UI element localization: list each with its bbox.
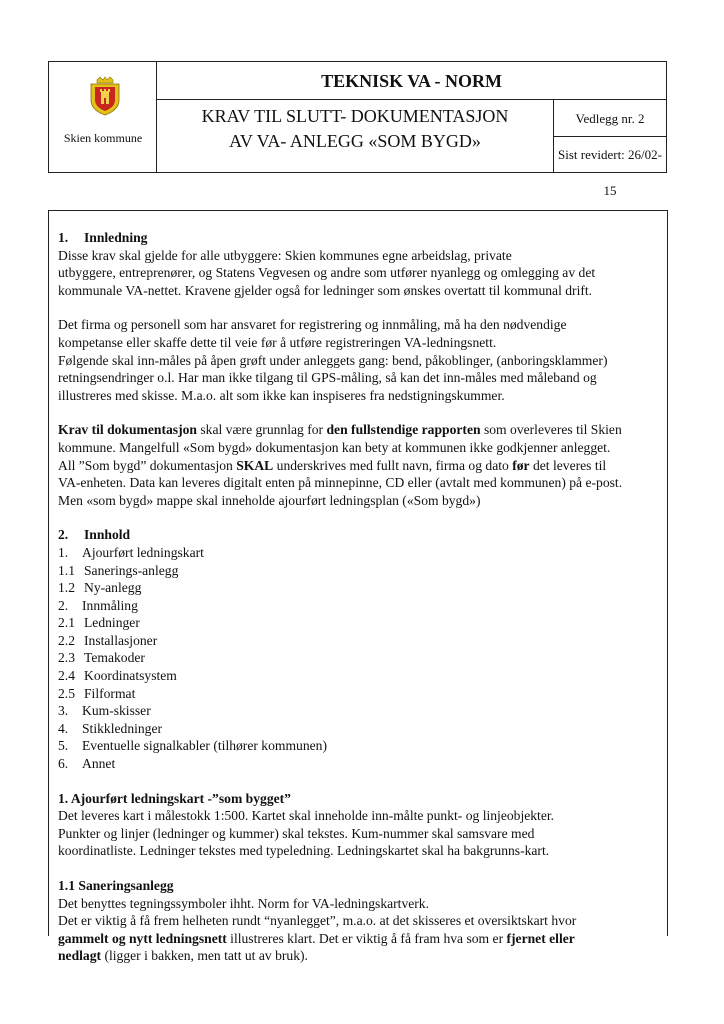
document-title [157,100,554,172]
logo-cell [49,62,157,172]
paragraph-line: Det leveres kart i målestokk 1:500. Kartet skal inneholde inn-målte punkt- og linjeobjekter. [58,808,555,824]
paragraph-line: Punkter og linjer (ledninger og kummer) skal tekstes. Kum-nummer skal samsvare med [58,825,535,841]
paragraph-line: gammelt og nytt ledningsnett illustreres klart. Det er viktig å få fram hva som er fjernet eller [58,930,575,946]
section-heading-ajourfort: 1. Ajourført ledningskart -”som bygget” [58,790,291,806]
paragraph-line: Krav til dokumentasjon skal være grunnlag for den fullstendige rapporten som overleveres til Skien [58,422,622,438]
toc-subitem: 2.4 Koordinatsystem [58,668,177,684]
document-header [48,61,667,198]
paragraph-line: Men «som bygd» mappe skal inneholde ajourført ledningsplan («Som bygd») [58,492,481,508]
coat-of-arms-icon [89,76,121,116]
paragraph-line: Det benyttes tegningssymboler ihht. Norm for VA-ledningskartverk. [58,895,429,911]
toc-item: 3. Kum-skisser [58,703,151,719]
paragraph-line: utbyggere, entreprenører, og Statens Vegvesen og andre som utfører nyanlegg og omlegging av det [58,265,596,281]
paragraph-line: kompetanse eller skaffe dette til veie før å utføre registreringen VA-ledningsnett. [58,334,497,350]
toc-subitem: 1.2 Ny-anlegg [58,580,142,596]
document-title-line-2: AV VA- ANLEGG «SOM BYGD» [229,131,481,151]
document-title-line-1: KRAV TIL SLUTT- DOKUMENTASJON [201,106,509,126]
paragraph-line: Det firma og personell som har ansvaret for registrering og innmåling, må ha den nødvendige [58,317,567,333]
toc-item: 5. Eventuelle signalkabler (tilhører kommunen) [58,738,327,754]
section-heading-sanering: 1.1 Saneringsanlegg [58,878,174,893]
toc-subitem: 2.1 Ledninger [58,615,140,631]
paragraph-line: illustreres med skisse. M.a.o. alt som ikke kan inspiseres fra nedstigningskummer. [58,387,505,403]
paragraph-line: Disse krav skal gjelde for alle utbyggere: Skien kommunes egne arbeidslag, private [58,247,512,263]
toc-subitem: 2.5 Filformat [58,685,136,701]
paragraph-line: kommunale VA-nettet. Kravene gjelder også for ledninger som ønskes overtatt til kommunal drift. [58,282,593,298]
last-revised-date: Sist revidert: 26/02-15 [558,147,662,198]
toc-item: 4. Stikkledninger [58,720,163,736]
toc-subitem: 2.2 Installasjoner [58,632,158,648]
norm-title: TEKNISK VA - NORM [157,62,666,100]
paragraph-line: koordinatliste. Ledninger tekstes med typeledning. Ledningskartet skal ha bakgrunns-kart. [58,843,550,859]
toc-item: 1. Ajourført ledningskart [58,544,204,560]
paragraph-line: nedlagt (ligger i bakken, men tatt ut av bruk). [58,948,308,964]
toc-item: 2. Innmåling [58,597,138,613]
toc-subitem: 1.1 Sanerings-anlegg [58,562,179,578]
paragraph-line: Følgende skal inn-måles på åpen grøft under anleggets gang: bend, påkoblinger, (anboringsklammer) [58,352,608,368]
section-heading-innhold: 2. Innhold [58,527,131,543]
paragraph-line: Det er viktig å få frem helheten rundt “nyanlegget”, m.a.o. at det skisseres et oversiktskart hvor [58,913,577,929]
municipality-name: Skien kommune [63,131,143,145]
toc-subitem: 2.3 Temakoder [58,650,145,666]
paragraph-line: retningsendringer o.l. Har man ikke tilgang til GPS-måling, så kan det inn-måles med måleband og [58,370,597,386]
toc-item: 6. Annet [58,756,116,772]
paragraph-line: All ”Som bygd” dokumentasjon SKAL underskrives med fullt navn, firma og dato før det leveres til [58,457,607,473]
paragraph-line: VA-enheten. Data kan leveres digitalt enten på minnepinne, CD eller (avtalt med kommunen) på e-post. [58,475,623,491]
appendix-number: Vedlegg nr. 2 [554,100,666,137]
paragraph-line: kommune. Mangelfull «Som bygd» dokumentasjon kan bety at kommunen ikke godkjenner anlegget. [58,439,611,455]
section-heading-innledning: 1. Innledning [58,230,148,245]
document-body [48,210,668,964]
